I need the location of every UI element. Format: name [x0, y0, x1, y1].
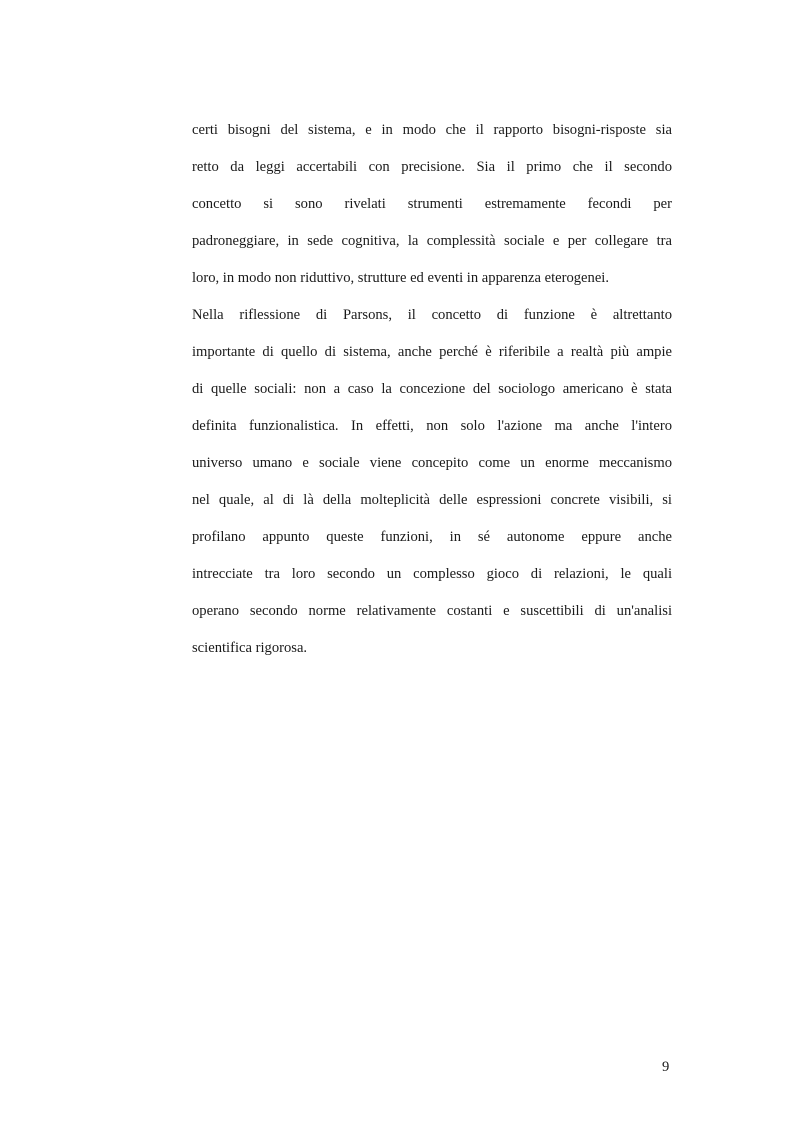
text-line: scientifica rigorosa. — [192, 640, 308, 656]
body-text — [192, 112, 672, 667]
page-number: 9 — [662, 1059, 670, 1075]
text-line: definita funzionalistica. In effetti, non solo l'azione ma anche l'intero — [192, 418, 672, 434]
text-line: intrecciate tra loro secondo un complesso gioco di relazioni, le quali — [192, 566, 672, 582]
text-line: padroneggiare, in sede cognitiva, la complessità sociale e per collegare tra — [192, 233, 672, 249]
text-line: importante di quello di sistema, anche perché è riferibile a realtà più ampie — [192, 344, 672, 360]
paragraph-1 — [192, 112, 672, 297]
text-line: profilano appunto queste funzioni, in sé autonome eppure anche — [192, 529, 672, 545]
text-line: operano secondo norme relativamente costanti e suscettibili di un'analisi — [192, 603, 672, 619]
text-line: di quelle sociali: non a caso la concezione del sociologo americano è stata — [192, 381, 672, 397]
text-line: concetto si sono rivelati strumenti estremamente fecondi per — [192, 196, 672, 212]
text-line: certi bisogni del sistema, e in modo che il rapporto bisogni-risposte sia — [192, 122, 672, 138]
text-line: retto da leggi accertabili con precisione. Sia il primo che il secondo — [192, 159, 672, 175]
text-line: universo umano e sociale viene concepito come un enorme meccanismo — [192, 455, 672, 471]
text-line: Nella riflessione di Parsons, il concetto di funzione è altrettanto — [192, 307, 672, 323]
text-line: nel quale, al di là della molteplicità delle espressioni concrete visibili, si — [192, 492, 672, 508]
text-line: loro, in modo non riduttivo, strutture ed eventi in apparenza eterogenei. — [192, 270, 610, 286]
paragraph-2 — [192, 297, 672, 667]
